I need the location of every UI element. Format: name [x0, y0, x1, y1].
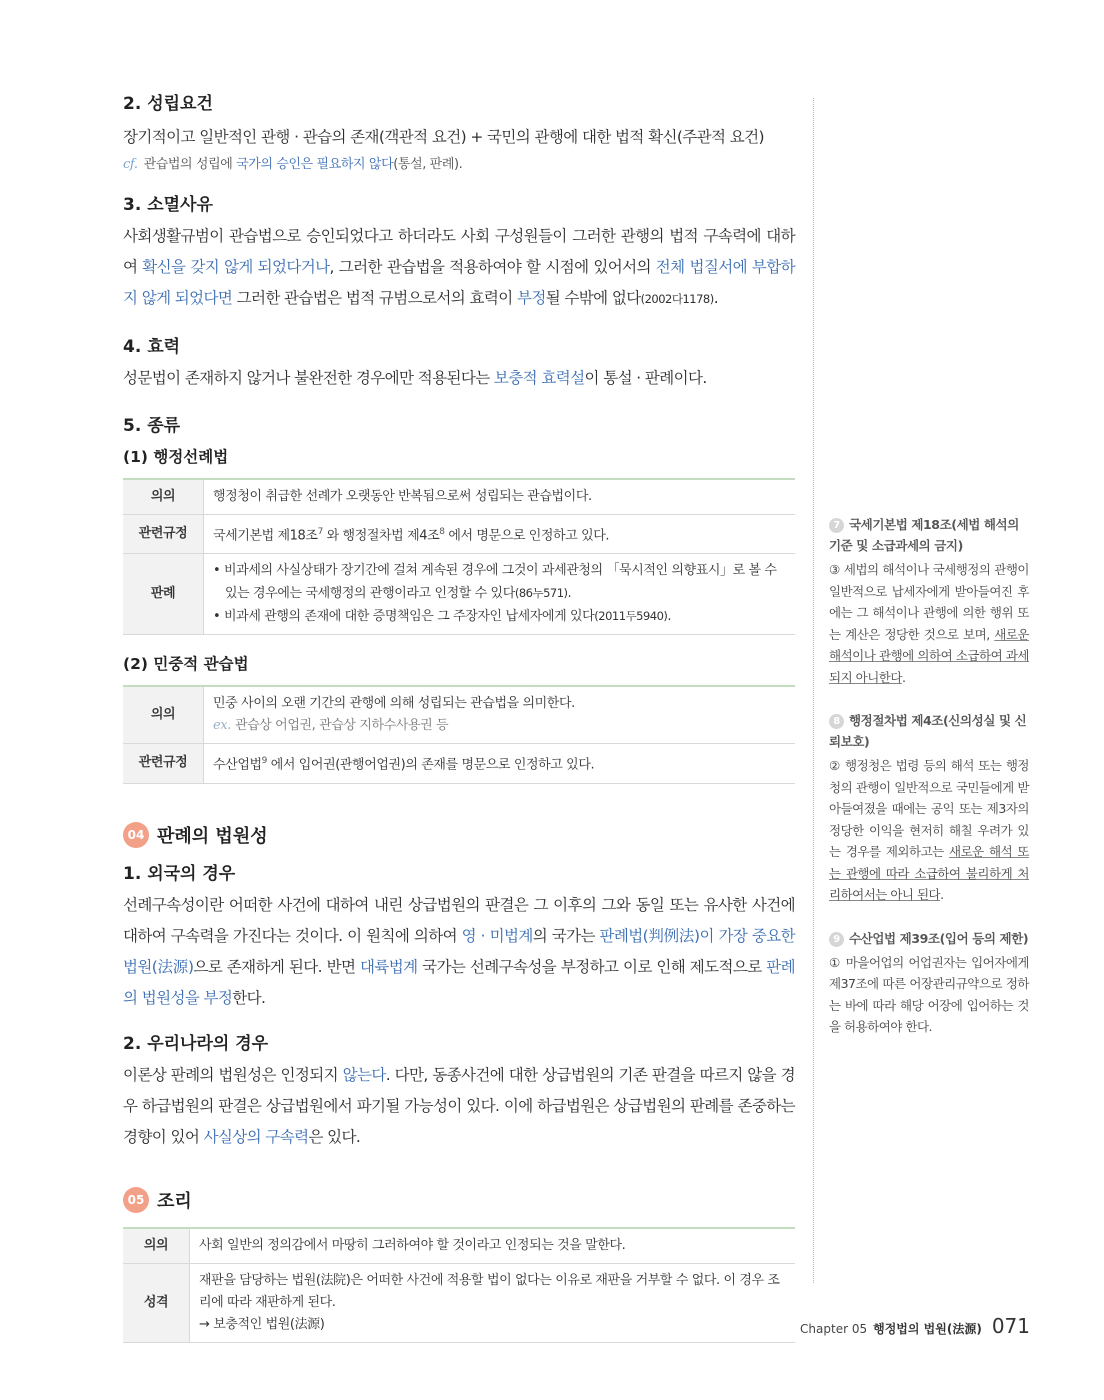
row-value: 행정청이 취급한 선례가 오랫동안 반복됨으로써 성립되는 관습법이다. — [204, 479, 796, 515]
text-run: . 다만, 동종사건에 대한 상급법원의 기존 판결을 따르지 않을 경우 하급법원의 판결은 상급법원에서 파기될 가능성이 있다. 이에 하급법원은 상급법원의 판례를 존중하는 경향이 있어 — [123, 1065, 796, 1146]
table-row — [123, 686, 795, 744]
row-value — [204, 515, 796, 554]
text-run: 이론상 판례의 법원성은 인정되지 — [123, 1065, 343, 1084]
note-title-text: 국세기본법 제18조(세법 해석의 기준 및 소급과세의 금지) — [829, 517, 1019, 553]
highlight-run: 판례의 법원성을 부정 — [123, 957, 795, 1007]
heading-korea: 2. 우리나라의 경우 — [123, 1033, 269, 1054]
table-row — [123, 515, 795, 554]
ex-mark: ex. — [213, 718, 231, 734]
text-run: . — [901, 669, 906, 685]
example-line — [213, 715, 786, 737]
subheading-admin-precedent: (1) 행정선례법 — [123, 448, 229, 466]
note-title — [829, 928, 1029, 949]
popular-custom-table — [123, 685, 795, 783]
text-run: • 비과세의 사실상태가 장기간에 걸쳐 계속된 경우에 그것이 과세관청의 「묵시적인 의향표시」로 볼 수 있는 경우에는 국세행정의 관행이라고 인정할 수 있다 — [213, 563, 777, 602]
footnote-9 — [829, 928, 1029, 1038]
highlight-run: 전체 법질서에 부합하지 않게 되었다면 — [123, 258, 795, 307]
text-run: 에서 명문으로 인정하고 있다. — [444, 528, 610, 544]
cf-text: 관습법의 성립에 — [143, 157, 237, 172]
text-run: 와 행정절차법 제4조 — [322, 528, 440, 544]
bullet-item — [213, 560, 786, 605]
chapter-title: 행정법의 법원(法源) — [873, 1322, 982, 1336]
table-row — [123, 1228, 795, 1264]
text-run: 될 수밖에 없다 — [545, 289, 641, 307]
reason-table — [123, 1227, 795, 1343]
requirements-text: 장기적이고 일반적인 관행 · 관습의 존재(객관적 요건) + 국민의 관행에 대한 법적 확신(주관적 요건) — [123, 128, 764, 146]
cf-highlight: 국가의 승인은 필요하지 않다 — [236, 157, 394, 172]
footnote-7 — [829, 514, 1029, 688]
text-run: 에서 입어권(관행어업권)의 존재를 명문으로 인정하고 있다. — [266, 757, 595, 773]
text-run: 그러한 관습법은 법적 규범으로서의 효력이 — [232, 289, 517, 307]
note-number: 8 — [829, 714, 844, 729]
page-footer — [800, 1314, 1030, 1338]
underlined-run: 새로운 해석이나 관행에 의하여 소급하여 과세되지 아니한다 — [829, 626, 1029, 685]
row-value — [204, 744, 796, 783]
admin-precedent-table — [123, 478, 795, 635]
example-text: 관습상 어업권, 관습상 지하수사용권 등 — [234, 718, 449, 734]
text-run: . — [940, 887, 944, 902]
text-run: ① 마을어업의 어업권자는 입어자에게 제37조에 따른 어장관리규약으로 정하는 바에 따라 해당 어장에 입어하는 것을 허용하여야 한다. — [829, 954, 1029, 1034]
row-value — [190, 1263, 796, 1342]
sidebar-notes — [829, 514, 1029, 1060]
heading-effect: 4. 효력 — [123, 337, 181, 357]
case-citation: (2011두5940) — [594, 609, 668, 624]
note-title-text: 수산업법 제39조(입어 등의 제한) — [849, 930, 1029, 946]
text-run: 국가는 선례구속성을 부정하고 이로 인해 제도적으로 — [417, 957, 767, 976]
text-run: 이 통설 · 판례이다. — [584, 369, 707, 387]
table-row — [123, 479, 795, 515]
text-run: 한다. — [232, 988, 266, 1007]
case-citation: (2002다1178) — [640, 292, 714, 306]
highlight-run: 판례법(判例法)이 가장 중요한 법원(法源) — [123, 926, 796, 976]
row-key: 의의 — [123, 1228, 190, 1264]
text-run: . — [667, 609, 672, 625]
effect-text — [123, 363, 795, 394]
text-run: 성문법이 존재하지 않거나 불완전한 경우에만 적용된다는 — [123, 369, 494, 387]
section-number-badge: 04 — [123, 822, 149, 848]
note-body — [829, 952, 1029, 1038]
row-value: 사회 일반의 정의감에서 마땅히 그러하여야 할 것이라고 인정되는 것을 말한다. — [190, 1228, 796, 1264]
section-number-badge: 05 — [123, 1187, 149, 1213]
cf-note — [123, 155, 795, 175]
section-title: 조리 — [157, 1190, 192, 1212]
table-row — [123, 744, 795, 783]
text-run: 재판을 담당하는 법원(法院)은 어떠한 사건에 적용할 법이 없다는 이유로 재판을 거부할 수 없다. 이 경우 조리에 따라 재판하게 된다. — [199, 1272, 780, 1310]
row-key: 판례 — [123, 554, 204, 635]
heading-extinction: 3. 소멸사유 — [123, 195, 213, 215]
foreign-text — [123, 890, 795, 1014]
text-run: 의 국가는 — [532, 926, 600, 945]
text-run: ② 행정청은 법령 등의 해석 또는 행정청의 관행이 일반적으로 국민들에게 받아들여졌을 때에는 공익 또는 제3자의 정당한 이익을 현저히 해칠 우려가 있는 경우를 제외하고는 — [829, 758, 1029, 859]
text-run: ③ 세법의 해석이나 국세행정의 관행이 일반적으로 납세자에게 받아들여진 후에는 그 해석이나 관행에 의한 행위 또는 계산은 정당한 것으로 보며, — [829, 562, 1029, 642]
note-title — [829, 710, 1029, 752]
note-title — [829, 514, 1029, 556]
text-run: 수산업법 — [213, 757, 262, 773]
section-reason-header — [123, 1187, 795, 1213]
heading-requirements: 2. 성립요건 — [123, 94, 213, 114]
text-run: 은 있다. — [308, 1127, 361, 1146]
main-column — [123, 92, 795, 1343]
highlight-run: 보충적 효력설 — [493, 369, 585, 387]
korea-text — [123, 1060, 795, 1153]
row-key: 의의 — [123, 479, 204, 515]
subheading-popular-custom: (2) 민중적 관습법 — [123, 655, 249, 674]
text-run: 사회생활규범이 관습법으로 승인되었다고 하더라도 사회 구성원들이 그러한 관행의 법적 구속력에 대하여 — [123, 227, 795, 276]
bullet-item — [213, 605, 786, 628]
text-run: 선례구속성이란 어떠한 사건에 대하여 내린 상급법원의 판결은 그 이후의 그와 동일 또는 유사한 사건에 대하여 구속력을 가진다는 것이다. 이 원칙에 의하여 — [123, 895, 795, 945]
highlight-run: 사실상의 구속력 — [203, 1127, 309, 1146]
table-row — [123, 1263, 795, 1342]
extinction-text — [123, 221, 795, 315]
text-run: , 그러한 관습법을 적용하여야 할 시점에 있어서의 — [329, 258, 656, 276]
note-body — [829, 755, 1029, 906]
footnote-8 — [829, 710, 1029, 906]
highlight-run: 부정 — [516, 289, 546, 307]
text-run: 으로 존재하게 된다. 반면 — [193, 957, 361, 976]
highlight-run: 않는다 — [342, 1065, 386, 1084]
case-citation: (86누571) — [514, 586, 568, 601]
highlight-run: 대륙법계 — [360, 957, 418, 976]
section-title: 판례의 법원성 — [157, 825, 268, 847]
row-key: 성격 — [123, 1263, 190, 1342]
note-number: 7 — [829, 518, 844, 533]
footnote-ref-9: 9 — [261, 756, 267, 767]
text-run: 민중 사이의 오랜 기간의 관행에 의해 성립되는 관습법을 의미한다. — [213, 696, 575, 712]
note-number: 9 — [829, 932, 844, 947]
text-run: . — [713, 289, 719, 307]
cf-mark: cf. — [123, 157, 138, 172]
heading-foreign: 1. 외국의 경우 — [123, 863, 236, 884]
highlight-run: 영 · 미법계 — [461, 926, 533, 945]
cf-cite: (통설, 판례). — [393, 157, 463, 172]
row-key: 관련규정 — [123, 744, 204, 783]
underlined-run: 새로운 해석 또는 관행에 따라 소급하여 불리하게 처리하여서는 아니 된다 — [829, 844, 1029, 902]
section-precedent-header — [123, 822, 795, 848]
chapter-label: Chapter 05 — [800, 1322, 868, 1336]
table-row — [123, 554, 795, 635]
text-run: • 비과세 관행의 존재에 대한 증명책임은 그 주장자인 납세자에게 있다 — [213, 609, 595, 625]
page-number: 071 — [991, 1314, 1030, 1338]
row-value — [204, 554, 796, 635]
footnote-ref-8: 8 — [439, 527, 445, 537]
sidebar-divider — [813, 98, 814, 1283]
text-run: → 보충적인 법원(法源) — [199, 1316, 325, 1332]
highlight-run: 확신을 갖지 않게 되었다거나 — [142, 258, 330, 276]
text-run: . — [567, 586, 572, 602]
note-body — [829, 559, 1029, 688]
row-key: 의의 — [123, 686, 204, 744]
footnote-ref-7: 7 — [317, 527, 323, 537]
row-key: 관련규정 — [123, 515, 204, 554]
heading-types: 5. 종류 — [123, 416, 181, 436]
note-title-text: 행정절차법 제4조(신의성실 및 신뢰보호) — [829, 713, 1027, 749]
row-value — [204, 686, 796, 744]
text-run: 국세기본법 제18조 — [213, 528, 318, 544]
